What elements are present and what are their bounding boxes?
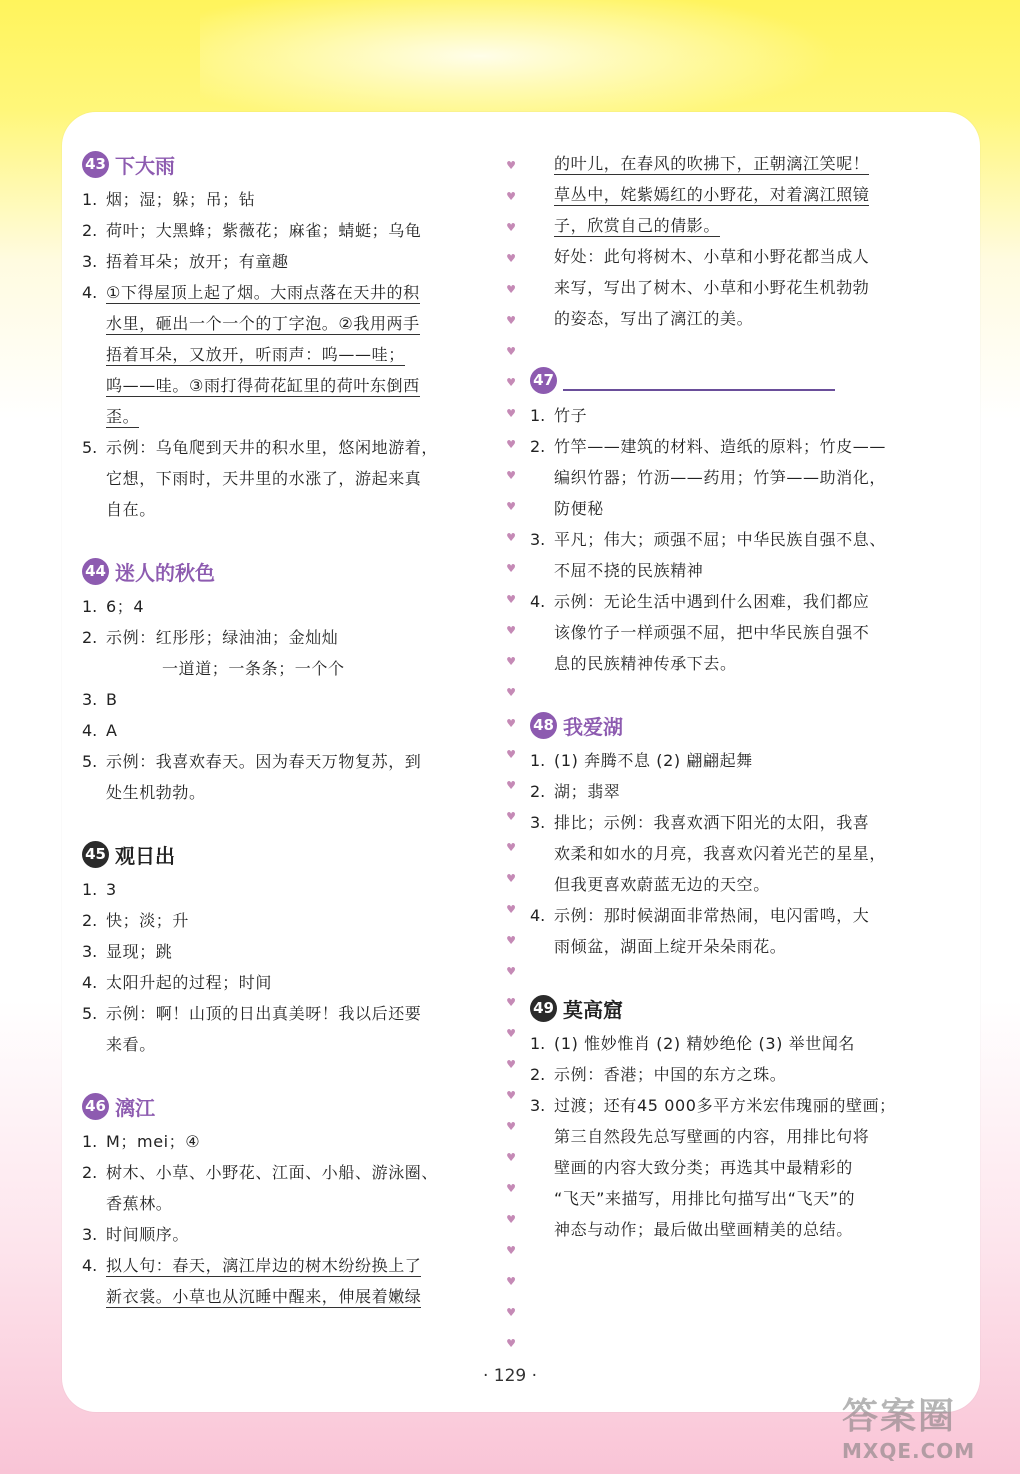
section-title: 漓江: [115, 1095, 155, 1120]
title-blank-line: [563, 369, 835, 391]
section-48-header: [530, 705, 950, 745]
answer-item: 1. 竹子: [530, 406, 588, 425]
answer-item: 1. (1) 惟妙惟肖 (2) 精妙绝伦 (3) 举世闻名: [530, 1034, 856, 1053]
answer-item: 3. B: [82, 690, 118, 709]
answer-item: 2. 湖；翡翠: [530, 782, 621, 801]
section-number-badge: 44: [82, 558, 109, 585]
left-column: [82, 140, 492, 1312]
section-title: 下大雨: [115, 153, 175, 178]
section-43-header: [82, 144, 492, 184]
answer-item: 4. 太阳升起的过程；时间: [82, 973, 273, 992]
section-title: 莫高窟: [563, 997, 623, 1022]
answer-continuation: 的叶儿，在春风的吹拂下，正朝漓江笑呢！ 草丛中，姹紫嫣红的小野花，对着漓江照镜 子，欣赏自己的倩影。 好处：此句将树木、小草和小野花都当成人 来写，写出了树木、小草和小野花生机勃勃 的姿态，写出了漓江的美。: [554, 154, 870, 328]
answer-item: 3. 平凡；伟大；顽强不屈；中华民族自强不息、 不屈不挠的民族精神: [530, 530, 887, 580]
site-watermark: 答案圈 MXQE.COM: [842, 1396, 976, 1463]
answer-item: 4. 拟人句：春天，漓江岸边的树木纷纷换上了 新衣裳。小草也从沉睡中醒来，伸展着嫩绿: [82, 1256, 422, 1306]
section-number-badge: 45: [82, 841, 109, 868]
answer-item: 1. (1) 奔腾不息 (2) 翩翩起舞: [530, 751, 753, 770]
right-column: [530, 148, 950, 1245]
answer-item: 4. A: [82, 721, 118, 740]
answer-item: 4. 示例：那时候湖面非常热闹，电闪雷鸣，大 雨倾盆，湖面上绽开朵朵雨花。: [530, 906, 870, 956]
section-title: 迷人的秋色: [115, 560, 215, 585]
answer-item: 2. 树木、小草、小野花、江面、小船、游泳圈、 香蕉林。: [82, 1163, 439, 1213]
answer-item: 2. 示例：红彤彤；绿油油；金灿灿 一道道；一条条；一个个: [82, 628, 345, 678]
section-title: 观日出: [115, 843, 175, 868]
section-title: 我爱湖: [563, 714, 623, 739]
section-number-badge: 49: [530, 995, 557, 1022]
answer-item: 1. 6；4: [82, 597, 145, 616]
section-47-header: [530, 360, 950, 400]
answer-item: 3. 捂着耳朵；放开；有童趣: [82, 252, 289, 271]
answer-item: 5. 示例：啊！山顶的日出真美呀！我以后还要 来看。: [82, 1004, 422, 1054]
section-44-header: [82, 551, 492, 591]
answer-item: 3. 过渡；还有45 000多平方米宏伟瑰丽的壁画； 第三自然段先总写壁画的内容，用排比句将 壁画的内容大致分类；再选其中最精彩的 “飞天”来描写，用排比句描写出“飞天”的 神态与动作；最后做出壁画精美的总结。: [530, 1096, 896, 1239]
answer-item: 4. ①下得屋顶上起了烟。大雨点落在天井的积 水里，砸出一个一个的丁字泡。②我用两手 捂着耳朵，又放开，听雨声：呜——哇； 呜——哇。③雨打得荷花缸里的荷叶东倒西 歪。: [82, 283, 420, 426]
answer-item: 3. 显现；跳: [82, 942, 173, 961]
answer-item: 3. 排比；示例：我喜欢洒下阳光的太阳，我喜 欢柔和如水的月亮，我喜欢闪着光芒的星星， 但我更喜欢蔚蓝无边的天空。: [530, 813, 887, 894]
section-number-badge: 43: [82, 151, 109, 178]
section-46-header: [82, 1086, 492, 1126]
answer-item: 3. 时间顺序。: [82, 1225, 190, 1244]
page-number: · 129 ·: [482, 1366, 538, 1386]
answer-item: 2. 荷叶；大黑蜂；紫薇花；麻雀；蜻蜓；乌龟: [82, 221, 422, 240]
answer-item: 4. 示例：无论生活中遇到什么困难，我们都应 该像竹子一样顽强不屈，把中华民族自强不 息的民族精神传承下去。: [530, 592, 870, 673]
answer-item: 1. M；mei；④: [82, 1132, 201, 1151]
section-45-header: [82, 834, 492, 874]
answer-item: 1. 烟；湿；躲；吊；钻: [82, 190, 256, 209]
section-number-badge: 48: [530, 712, 557, 739]
section-number-badge: 46: [82, 1093, 109, 1120]
answer-item: 2. 快；淡；升: [82, 911, 190, 930]
answer-item: 5. 示例：乌龟爬到天井的积水里，悠闲地游着， 它想，下雨时，天井里的水涨了，游起来真 自在。: [82, 438, 439, 519]
section-49-header: [530, 988, 950, 1028]
answer-item: 2. 竹竿——建筑的材料、造纸的原料；竹皮—— 编织竹器；竹沥——药用；竹笋——助消化， 防便秘: [530, 437, 887, 518]
answer-item: 2. 示例：香港；中国的东方之珠。: [530, 1065, 787, 1084]
answer-item: 5. 示例：我喜欢春天。因为春天万物复苏，到 处生机勃勃。: [82, 752, 422, 802]
section-number-badge: 47: [530, 367, 557, 394]
answer-item: 1. 3: [82, 880, 117, 899]
heart-divider: ♥ ♥ ♥ ♥ ♥ ♥ ♥ ♥ ♥ ♥ ♥ ♥ ♥ ♥ ♥ ♥ ♥ ♥ ♥ ♥ ♥ ♥ ♥ ♥ ♥ ♥ ♥ ♥ ♥ ♥ ♥ ♥ ♥ ♥ ♥ ♥ ♥ ♥ ♥: [506, 159, 516, 1350]
